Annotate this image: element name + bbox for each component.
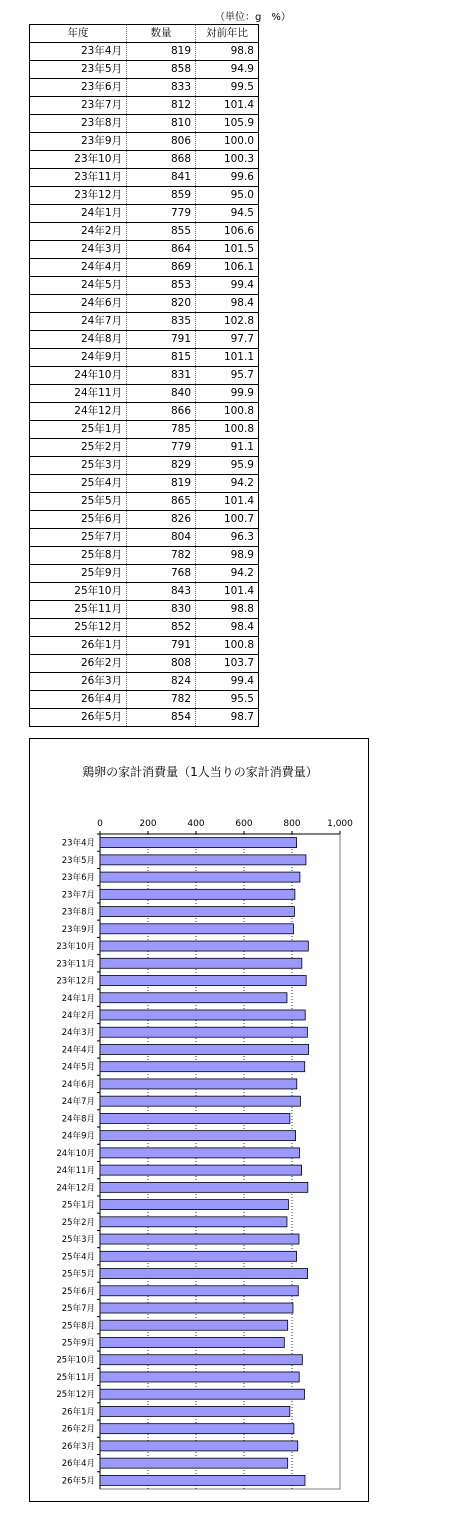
table-row [30,115,259,133]
bar [100,1165,302,1175]
table-row [30,331,259,349]
yoy-cell: 96.3 [196,529,259,547]
month-cell: 23年6月 [30,79,127,97]
category-label: 25年9月 [61,1338,95,1349]
quantity-cell: 869 [127,259,196,277]
month-cell: 26年5月 [30,709,127,727]
category-label: 23年11月 [56,959,95,970]
category-label: 24年11月 [56,1166,95,1177]
month-cell: 24年9月 [30,349,127,367]
bar [100,1251,297,1261]
table-row [30,259,259,277]
quantity-cell: 819 [127,475,196,493]
bar [100,889,295,899]
month-cell: 24年3月 [30,241,127,259]
table-row [30,277,259,295]
chart-title: 鶏卵の家計消費量（1人当りの家計消費量） [82,765,318,779]
quantity-cell: 812 [127,97,196,115]
bar [100,1010,305,1020]
month-cell: 26年2月 [30,655,127,673]
table-row [30,61,259,79]
category-label: 23年8月 [61,907,95,918]
yoy-cell: 99.9 [196,385,259,403]
category-label: 25年2月 [61,1217,95,1228]
category-label: 25年8月 [61,1321,95,1332]
table-body [30,43,259,727]
bar [100,1044,309,1054]
month-cell: 24年6月 [30,295,127,313]
yoy-cell: 101.1 [196,349,259,367]
table-row [30,655,259,673]
chart-box [29,738,369,1502]
category-label: 23年4月 [61,838,95,849]
month-cell: 23年7月 [30,97,127,115]
bar [100,1062,305,1072]
category-label: 25年7月 [61,1304,95,1315]
quantity-cell: 841 [127,169,196,187]
yoy-cell: 100.7 [196,511,259,529]
bar [100,993,287,1003]
month-cell: 24年8月 [30,331,127,349]
quantity-cell: 859 [127,187,196,205]
table-row [30,583,259,601]
category-label: 25年6月 [61,1286,95,1297]
table-row [30,709,259,727]
bar [100,1286,298,1296]
table-header-row [30,25,259,43]
category-label: 23年12月 [56,976,95,987]
bar [100,1475,305,1485]
month-cell: 24年12月 [30,403,127,421]
table-row [30,421,259,439]
bar [100,1234,299,1244]
table-row [30,403,259,421]
quantity-cell: 829 [127,457,196,475]
quantity-cell: 824 [127,673,196,691]
yoy-cell: 98.8 [196,43,259,61]
yoy-cell: 101.5 [196,241,259,259]
x-tick-label: 200 [139,819,157,829]
yoy-cell: 95.5 [196,691,259,709]
bar [100,1269,308,1279]
bar [100,1027,307,1037]
category-label: 24年7月 [61,1097,95,1108]
category-label: 24年6月 [61,1079,95,1090]
quantity-cell: 865 [127,493,196,511]
month-cell: 23年10月 [30,151,127,169]
month-cell: 26年1月 [30,637,127,655]
quantity-cell: 782 [127,547,196,565]
quantity-cell: 806 [127,133,196,151]
month-cell: 25年4月 [30,475,127,493]
yoy-cell: 99.5 [196,79,259,97]
category-label: 24年10月 [56,1148,95,1159]
category-label: 24年2月 [61,1010,95,1021]
bar [100,1217,287,1227]
table-row [30,637,259,655]
table-row [30,511,259,529]
table-row [30,475,259,493]
category-label: 26年5月 [61,1476,95,1487]
table-row [30,223,259,241]
yoy-cell: 100.3 [196,151,259,169]
x-tick-label: 600 [235,819,253,829]
yoy-cell: 98.4 [196,295,259,313]
bar [100,1148,299,1158]
quantity-cell: 840 [127,385,196,403]
category-label: 24年3月 [61,1028,95,1039]
bar [100,941,308,951]
bar [100,1131,296,1141]
table-row [30,493,259,511]
table-row [30,691,259,709]
category-label: 24年1月 [61,993,95,1004]
month-cell: 25年5月 [30,493,127,511]
bar [100,924,293,934]
quantity-cell: 808 [127,655,196,673]
quantity-cell: 831 [127,367,196,385]
month-cell: 23年4月 [30,43,127,61]
month-cell: 24年11月 [30,385,127,403]
month-cell: 23年11月 [30,169,127,187]
yoy-cell: 98.9 [196,547,259,565]
table-row [30,241,259,259]
month-cell: 23年12月 [30,187,127,205]
header-quantity: 数量 [127,25,196,43]
month-cell: 24年1月 [30,205,127,223]
bar [100,976,306,986]
table-row [30,439,259,457]
bar [100,958,302,968]
table-row [30,169,259,187]
quantity-cell: 779 [127,205,196,223]
table-row [30,367,259,385]
quantity-cell: 866 [127,403,196,421]
quantity-cell: 835 [127,313,196,331]
yoy-cell: 105.9 [196,115,259,133]
month-cell: 26年3月 [30,673,127,691]
category-label: 26年2月 [61,1424,95,1435]
quantity-cell: 804 [127,529,196,547]
table-row [30,619,259,637]
category-label: 24年8月 [61,1114,95,1125]
month-cell: 25年12月 [30,619,127,637]
month-cell: 25年8月 [30,547,127,565]
yoy-cell: 98.4 [196,619,259,637]
table-row [30,673,259,691]
month-cell: 24年7月 [30,313,127,331]
bar [100,1200,288,1210]
bar [100,1441,298,1451]
quantity-cell: 782 [127,691,196,709]
table-row [30,529,259,547]
category-label: 26年4月 [61,1459,95,1470]
yoy-cell: 94.2 [196,475,259,493]
month-cell: 25年6月 [30,511,127,529]
yoy-cell: 94.2 [196,565,259,583]
yoy-cell: 100.8 [196,637,259,655]
month-cell: 23年8月 [30,115,127,133]
quantity-cell: 852 [127,619,196,637]
month-cell: 24年10月 [30,367,127,385]
yoy-cell: 95.7 [196,367,259,385]
category-label: 24年12月 [56,1183,95,1194]
quantity-cell: 853 [127,277,196,295]
month-cell: 25年1月 [30,421,127,439]
bar [100,1355,302,1365]
bar [100,1113,290,1123]
table-row [30,295,259,313]
table-row [30,187,259,205]
table-row [30,205,259,223]
quantity-cell: 810 [127,115,196,133]
table-row [30,601,259,619]
table-row [30,79,259,97]
x-tick-label: 0 [97,819,103,829]
x-tick-label: 400 [187,819,205,829]
table-row [30,457,259,475]
yoy-cell: 99.6 [196,169,259,187]
bar [100,1372,299,1382]
quantity-cell: 858 [127,61,196,79]
bar [100,1389,304,1399]
yoy-cell: 101.4 [196,583,259,601]
yoy-cell: 100.0 [196,133,259,151]
category-label: 25年10月 [56,1355,95,1366]
x-tick-label: 800 [283,819,301,829]
month-cell: 26年4月 [30,691,127,709]
month-cell: 25年11月 [30,601,127,619]
yoy-cell: 106.1 [196,259,259,277]
bar [100,1337,284,1347]
yoy-cell: 95.9 [196,457,259,475]
quantity-cell: 864 [127,241,196,259]
month-cell: 25年9月 [30,565,127,583]
category-label: 26年1月 [61,1407,95,1418]
bar [100,1303,293,1313]
yoy-cell: 101.4 [196,493,259,511]
bar [100,855,306,865]
bar [100,1320,288,1330]
yoy-cell: 98.7 [196,709,259,727]
table-row [30,133,259,151]
month-cell: 25年3月 [30,457,127,475]
yoy-cell: 100.8 [196,421,259,439]
month-cell: 24年4月 [30,259,127,277]
bar [100,872,300,882]
yoy-cell: 94.5 [196,205,259,223]
month-cell: 24年2月 [30,223,127,241]
quantity-cell: 785 [127,421,196,439]
bar [100,1182,308,1192]
bar-chart [30,739,370,1503]
month-cell: 25年2月 [30,439,127,457]
category-label: 25年5月 [61,1269,95,1280]
quantity-cell: 819 [127,43,196,61]
bar [100,1406,290,1416]
yoy-cell: 94.9 [196,61,259,79]
header-yoy: 対前年比 [196,25,259,43]
category-label: 23年7月 [61,890,95,901]
yoy-cell: 106.6 [196,223,259,241]
table-row [30,313,259,331]
quantity-cell: 791 [127,637,196,655]
yoy-cell: 102.8 [196,313,259,331]
x-tick-label: 1,000 [327,819,353,829]
category-label: 25年4月 [61,1252,95,1263]
category-label: 23年10月 [56,942,95,953]
data-table [29,24,259,727]
quantity-cell: 868 [127,151,196,169]
quantity-cell: 768 [127,565,196,583]
quantity-cell: 855 [127,223,196,241]
unit-note: （単位：g %） [215,12,291,23]
yoy-cell: 91.1 [196,439,259,457]
yoy-cell: 95.0 [196,187,259,205]
table-row [30,565,259,583]
bar [100,907,294,917]
month-cell: 23年9月 [30,133,127,151]
bar [100,1424,294,1434]
yoy-cell: 101.4 [196,97,259,115]
month-cell: 23年5月 [30,61,127,79]
table-row [30,349,259,367]
table-row [30,547,259,565]
category-label: 24年9月 [61,1131,95,1142]
bar [100,1096,300,1106]
quantity-cell: 779 [127,439,196,457]
quantity-cell: 830 [127,601,196,619]
quantity-cell: 826 [127,511,196,529]
quantity-cell: 833 [127,79,196,97]
table-row [30,151,259,169]
table-row [30,385,259,403]
header-year: 年度 [30,25,127,43]
table-row [30,97,259,115]
month-cell: 25年7月 [30,529,127,547]
table-row [30,43,259,61]
quantity-cell: 815 [127,349,196,367]
bar [100,1079,297,1089]
month-cell: 24年5月 [30,277,127,295]
quantity-cell: 843 [127,583,196,601]
yoy-cell: 98.8 [196,601,259,619]
bar [100,838,297,848]
quantity-cell: 791 [127,331,196,349]
category-label: 25年3月 [61,1235,95,1246]
category-label: 24年5月 [61,1062,95,1073]
yoy-cell: 99.4 [196,277,259,295]
yoy-cell: 99.4 [196,673,259,691]
quantity-cell: 854 [127,709,196,727]
category-label: 23年5月 [61,855,95,866]
yoy-cell: 103.7 [196,655,259,673]
category-label: 23年6月 [61,873,95,884]
bar [100,1458,288,1468]
category-label: 25年11月 [56,1372,95,1383]
category-label: 23年9月 [61,924,95,935]
yoy-cell: 97.7 [196,331,259,349]
category-label: 24年4月 [61,1045,95,1056]
category-label: 26年3月 [61,1441,95,1452]
quantity-cell: 820 [127,295,196,313]
yoy-cell: 100.8 [196,403,259,421]
category-label: 25年12月 [56,1390,95,1401]
category-label: 25年1月 [61,1200,95,1211]
month-cell: 25年10月 [30,583,127,601]
